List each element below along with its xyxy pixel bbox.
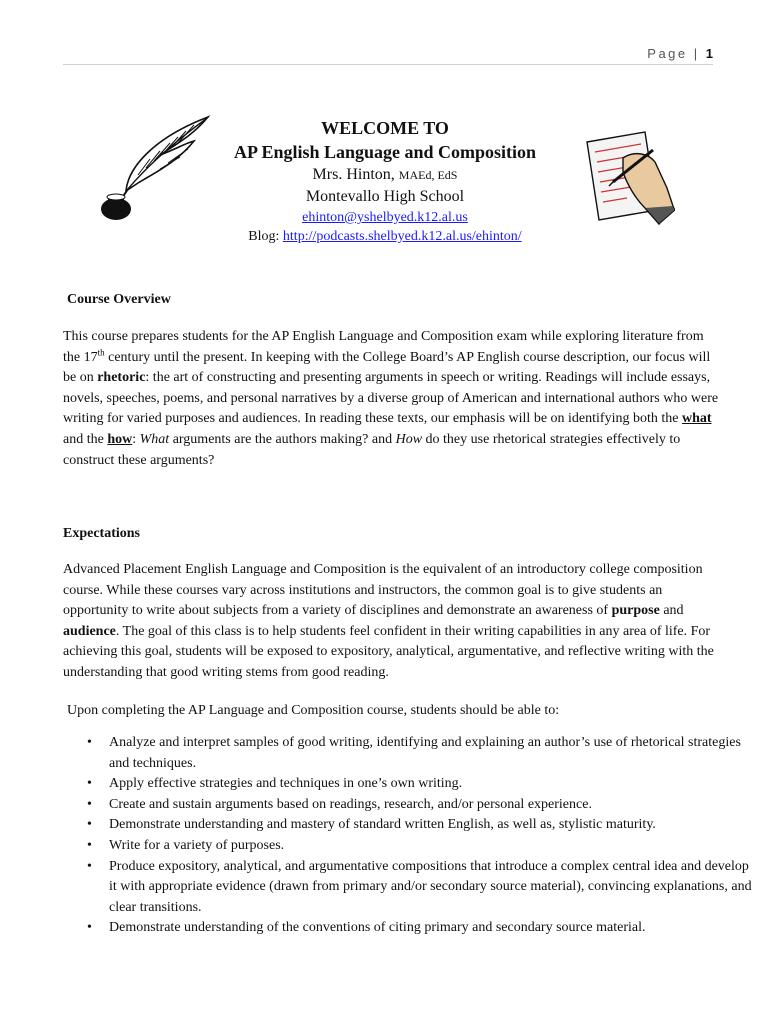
list-item: • Write for a variety of purposes. [109, 836, 759, 857]
teacher: Mrs. Hinton, [312, 166, 395, 183]
blog-link[interactable]: http://podcasts.shelbyed.k12.al.us/ehinton/ [282, 229, 522, 244]
title-block [185, 116, 585, 246]
writing-hand-icon [583, 128, 675, 228]
blog-line [185, 227, 585, 246]
page-word: Page [647, 46, 688, 61]
blog-label: Blog: [248, 229, 280, 244]
teacher-degrees: MAEd, EdS [398, 168, 458, 182]
rhetoric-term: rhetoric [97, 370, 146, 386]
header-divider [63, 64, 713, 65]
list-item: • Demonstrate understanding of the conventions of citing primary and secondary source material. [109, 918, 759, 939]
purpose-term: purpose [611, 603, 660, 619]
page-number: 1 [705, 46, 713, 61]
list-item: • Demonstrate understanding and mastery of standard written English, as well as, stylistic maturity. [109, 815, 759, 836]
audience-term: audience [63, 623, 116, 639]
school-name: Montevallo High School [305, 188, 465, 205]
how-term: how [107, 431, 133, 447]
objectives-intro: Upon completing the AP Language and Composition course, students should be able to: [67, 703, 560, 718]
teacher-name [185, 164, 585, 186]
expectations-paragraph: Advanced Placement English Language and Composition is the equivalent of an introductory college composition course. While these courses vary across institutions and instructors, the common goal is to give students an opportunity to write about subjects from a variety of disciplines and demonstrate an awareness of purpose and audience. The goal of this class is to help students feel confident in their writing capabilities in any area of life. For achieving this goal, students will be exposed to expository, analytical, argumentative, and reflective writing with the understanding that good writing stems from good reading. [63, 562, 714, 680]
email-link[interactable]: ehinton@yshelbyed.k12.al.us [302, 210, 468, 225]
course-title: AP English Language and Composition [233, 142, 537, 162]
list-item: • Produce expository, analytical, and argumentative compositions that introduce a complex central idea and develop it with appropriate evidence (drawn from primary and/or secondary source material), convincing explanations, and clear transitions. [109, 857, 759, 919]
what-term: what [681, 411, 712, 427]
welcome-heading: WELCOME TO [321, 118, 449, 138]
page-number-header: Page | 1 [647, 46, 713, 61]
objectives-list [63, 733, 759, 939]
list-item: • Create and sustain arguments based on readings, research, and/or personal experience. [109, 795, 759, 816]
list-item: • Analyze and interpret samples of good writing, identifying and explaining an author’s use of rhetorical strategies and techniques. [109, 733, 759, 774]
course-overview-paragraph: This course prepares students for the AP English Language and Composition exam while exploring literature from the 17th century until the present. In keeping with the College Board’s AP English course description, our focus will be on rhetoric: the art of constructing and presenting arguments in speech or writing. Readings will include essays, novels, speeches, poems, and personal narratives by a diverse group of American and international authors who were writing for varied purposes and audiences. In reading these texts, our emphasis will be on identifying both the what and the how: What arguments are the authors making? and How do they use rhetorical strategies effectively to construct these arguments? [63, 329, 719, 468]
list-item: • Apply effective strategies and techniques in one’s own writing. [109, 774, 759, 795]
expectations-heading: Expectations [63, 526, 140, 541]
course-overview-heading: Course Overview [67, 292, 171, 307]
